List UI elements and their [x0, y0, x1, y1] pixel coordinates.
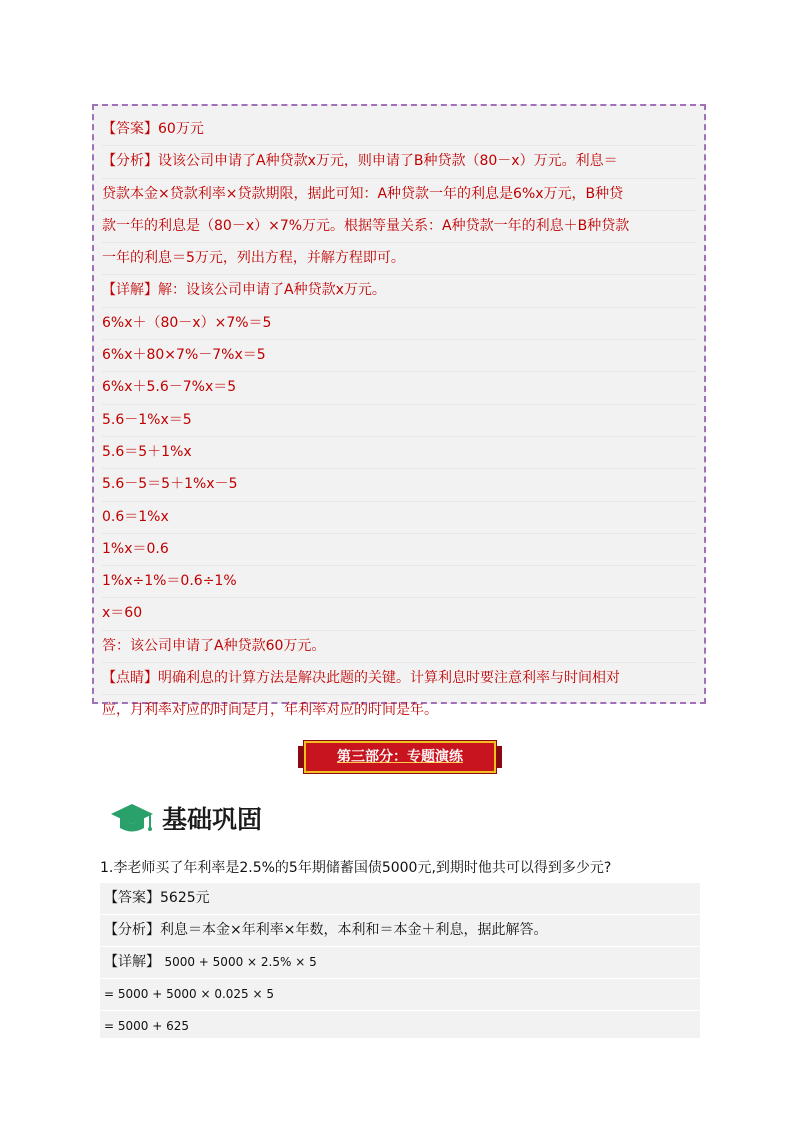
detail-tag: 【详解】: [102, 282, 158, 299]
q-analysis-text: 利息＝本金×年利率×年数，本利和＝本金＋利息，据此解答。: [160, 922, 548, 938]
q-answer-line: [100, 883, 700, 915]
q-detail-step: 5000 + 5000 × 2.5% × 5: [164, 955, 317, 969]
q-detail-step: = 5000 + 625: [100, 1011, 700, 1043]
equation-step: 6%x＋80×7%－7%x＝5: [102, 340, 696, 372]
final-answer: 答：该公司申请了A种贷款60万元。: [102, 631, 696, 663]
analysis-line: 一年的利息＝5万元，列出方程，并解方程即可。: [102, 243, 696, 275]
comment-line: 应，月利率对应的时间是月，年利率对应的时间是年。: [102, 702, 438, 719]
equation-step: 5.6－5＝5＋1%x－5: [102, 469, 696, 501]
answer-tag: 【答案】: [102, 121, 158, 137]
detail-text: 解：设该公司申请了A种贷款x万元。: [158, 282, 386, 299]
q-analysis-tag: 【分析】: [104, 922, 160, 938]
equation-step: 5.6－1%x＝5: [102, 405, 696, 437]
section-title: 基础巩固: [162, 805, 263, 834]
equation-step: 1%x＝0.6: [102, 534, 696, 566]
equation-step: 6%x＋5.6－7%x＝5: [102, 372, 696, 404]
analysis-tag: 【分析】: [102, 153, 158, 170]
analysis-line: 贷款本金×贷款利率×贷款期限，据此可知：A种贷款一年的利息是6%x万元，B种贷: [102, 179, 696, 211]
question-answer-box: [100, 883, 700, 1038]
banner-label: 第三部分：专题演练: [337, 749, 463, 765]
comment-tag: 【点睛】: [102, 670, 158, 687]
analysis-line: [102, 146, 696, 178]
analysis-line: 款一年的利息是（80－x）×7%万元。根据等量关系：A种贷款一年的利息＋B种贷款: [102, 211, 696, 243]
q-answer-tag: 【答案】: [104, 890, 160, 906]
analysis-text: 设该公司申请了A种贷款x万元，则申请了B种贷款（80－x）万元。利息＝: [158, 153, 618, 170]
q-detail-line: [100, 947, 700, 979]
section-banner: [304, 741, 496, 773]
detail-line: [102, 275, 696, 307]
equation-step: 5.6＝5＋1%x: [102, 437, 696, 469]
answer-text: 60万元: [158, 121, 204, 137]
answer-box: [92, 104, 706, 719]
answer-line: [102, 114, 696, 146]
q-detail-tag: 【详解】: [104, 954, 160, 970]
question-text: 1.李老师买了年利率是2.5%的5年期储蓄国债5000元,到期时他共可以得到多少元?: [100, 860, 612, 876]
comment-line: [102, 663, 696, 695]
comment-text: 明确利息的计算方法是解决此题的关键。计算利息时要注意利率与时间相对: [158, 670, 620, 687]
equation-step: 0.6＝1%x: [102, 502, 696, 534]
q-answer-text: 5625元: [160, 890, 210, 906]
q-analysis-line: [100, 915, 700, 947]
equation-step: 6%x＋（80－x）×7%＝5: [102, 308, 696, 340]
graduation-cap-icon: [110, 802, 154, 840]
q-detail-step: = 5000 + 5000 × 0.025 × 5: [100, 979, 700, 1011]
equation-step: x＝60: [102, 598, 696, 630]
equation-step: 1%x÷1%＝0.6÷1%: [102, 566, 696, 598]
